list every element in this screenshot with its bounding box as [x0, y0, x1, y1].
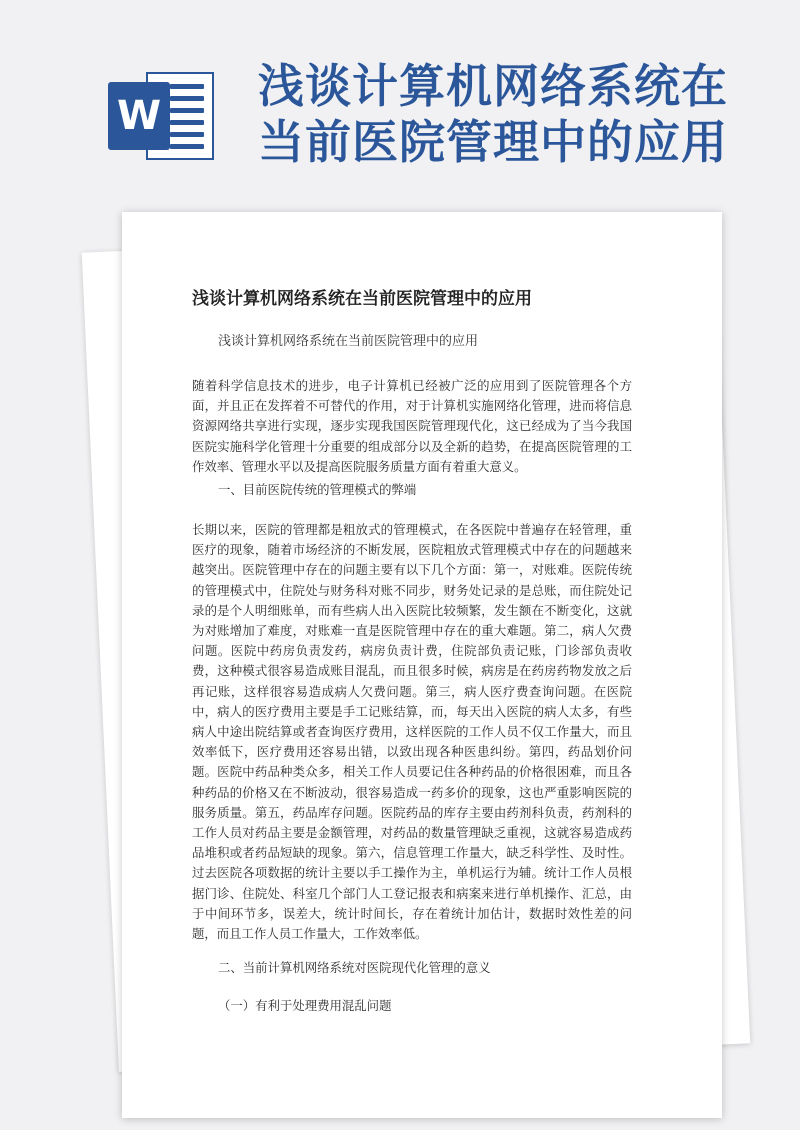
paragraph-intro: 随着科学信息技术的进步，电子计算机已经被广泛的应用到了医院管理各个方面，并且正在发挥着不可替代的作用，对于计算机实施网络化管理，进而将信息资源网络共享进行实现，逐步实现我国医院管理现代化，这已经成为了当今我国医院实施科学化管理十分重要的组成部分以及全新的趋势，在提高医院管理的工作效率、管理水平以及提高医院服务质量方面有着重大意义。	[192, 378, 632, 474]
banner-header	[0, 0, 800, 200]
section-heading-1: 一、目前医院传统的管理模式的弊端	[218, 482, 417, 497]
word-document-icon	[108, 66, 214, 166]
paragraph-section-1: 长期以来，医院的管理都是粗放式的管理模式，在各医院中普遍存在轻管理，重医疗的现象，随着市场经济的不断发展，医院粗放式管理模式中存在的问题越来越突出。医院管理中存在的问题主要有以下几个方面：第一，对账难。医院传统的管理模式中，住院处与财务科对账不同步，财务处记录的是总账，而住院处记录的是个人明细账单，而有些病人出入医院比较频繁，发生额在不断变化，这就为对账增加了难度，对账难一直是医院管理中存在的重大难题。第二，病人欠费问题。医院中药房负责发药，病房负责计费，住院部负责记账，门诊部负责收费，这种模式很容易造成账目混乱，而且很多时候，病房是在药房药物发放之后再记账，这样很容易造成病人欠费问题。第三，病人医疗费查询问题。在医院中，病人的医疗费用主要是手工记账结算，而，每天出入医院的病人太多，有些病人中途出院结算或者查询医疗费用，这样医院的工作人员不仅工作量大，而且效率低下，医疗费用还容易出错，以致出现各种医患纠纷。第四，药品划价问题。医院中药品种类众多，相关工作人员要记住各种药品的价格很困难，而且各种药品的价格又在不断波动，很容易造成一药多价的现象，这也严重影响医院的服务质量。第五，药品库存问题。医院药品的库存主要由药剂科负责，药剂科的工作人员对药品主要是金额管理，对药品的数量管理缺乏重视，这就容易造成药品堆积或者药品短缺的现象。第六，信息管理工作量大，缺乏科学性、及时性。过去医院各项数据的统计主要以手工操作为主，单机运行为辅。统计工作人员根据门诊、住院处、科室几个部门人工登记报表和病案来进行单机操作、汇总，由于中间环节多，误差大，统计时间长，存在着统计加估计，数据时效性差的问题，而且工作人员工作量大，工作效率低。	[192, 522, 632, 942]
section-heading-2: 二、当前计算机网络系统对医院现代化管理的意义	[218, 960, 491, 975]
document-subtitle: 浅谈计算机网络系统在当前医院管理中的应用	[218, 334, 479, 349]
subsection-heading-1: （一）有利于处理费用混乱问题	[218, 998, 392, 1013]
document-title: 浅谈计算机网络系统在当前医院管理中的应用	[192, 289, 532, 309]
banner-title-line-1: 浅谈计算机网络系统在	[258, 59, 728, 113]
document-page[interactable]	[122, 212, 722, 1118]
banner-title	[258, 58, 778, 170]
word-logo-letter: W	[108, 82, 170, 150]
banner-title-line-2: 当前医院管理中的应用	[258, 115, 728, 169]
